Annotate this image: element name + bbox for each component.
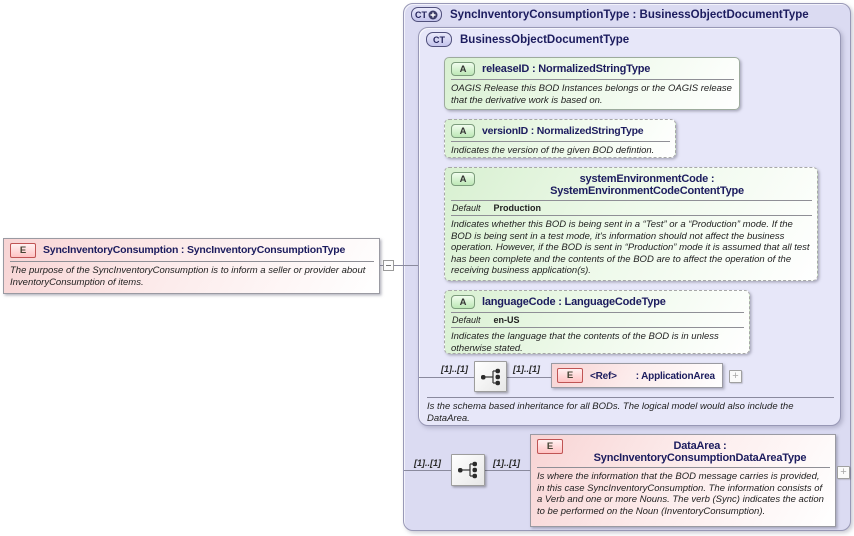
derived-plus-icon bbox=[428, 10, 438, 20]
complex-type-header[interactable] bbox=[411, 7, 809, 22]
attribute-releaseID-annotation: OAGIS Release this BOD Instances belongs or the OAGIS release that the derivative work is based on. bbox=[451, 83, 732, 106]
element-ref-type: : ApplicationArea bbox=[635, 370, 715, 382]
default-value: Production bbox=[493, 203, 542, 213]
default-label: Default bbox=[452, 203, 481, 213]
attribute-languageCode-title: languageCode : LanguageCodeType bbox=[482, 296, 666, 308]
element-annotation: The purpose of the SyncInventoryConsumption is to inform a seller or provider about InventoryConsumption of items. bbox=[10, 265, 366, 288]
attribute-releaseID[interactable] bbox=[444, 57, 740, 110]
cardinality-label: [1]..[1] bbox=[493, 458, 520, 468]
element-SyncInventoryConsumption[interactable] bbox=[3, 238, 380, 294]
expand-button-data-area[interactable]: + bbox=[837, 466, 850, 479]
cardinality-label: [1]..[1] bbox=[414, 458, 441, 468]
element-DataArea[interactable] bbox=[530, 434, 836, 527]
attribute-languageCode-annotation: Indicates the language that the contents of the BOD is in unless otherwise stated. bbox=[451, 331, 719, 354]
default-label: Default bbox=[452, 315, 481, 325]
attribute-releaseID-title: releaseID : NormalizedStringType bbox=[482, 63, 651, 75]
sequence-compositor-icon bbox=[451, 454, 485, 486]
attribute-icon: A bbox=[451, 295, 475, 309]
complex-type-title: SyncInventoryConsumptionType : BusinessObjectDocumentType bbox=[450, 8, 809, 21]
cardinality-label: [1]..[1] bbox=[441, 364, 468, 374]
attribute-icon: A bbox=[451, 62, 475, 76]
sequence-compositor-icon bbox=[474, 361, 507, 392]
base-type-header[interactable] bbox=[426, 32, 629, 47]
cardinality-label: [1]..[1] bbox=[513, 364, 540, 374]
element-icon: E bbox=[537, 439, 563, 454]
element-ApplicationArea[interactable] bbox=[551, 363, 723, 388]
attribute-versionID-title: versionID : NormalizedStringType bbox=[482, 125, 644, 137]
base-type-icon bbox=[426, 32, 452, 47]
attribute-versionID[interactable] bbox=[444, 119, 676, 158]
base-type-icon-label: CT bbox=[433, 34, 445, 45]
base-type-title: BusinessObjectDocumentType bbox=[460, 33, 630, 46]
element-DataArea-title: DataArea : SyncInventoryConsumptionDataAreaType bbox=[593, 440, 807, 464]
divider bbox=[427, 397, 834, 398]
attribute-versionID-annotation: Indicates the version of the given BOD defintion. bbox=[451, 145, 655, 156]
complex-type-icon-label: CT bbox=[415, 9, 427, 20]
default-value: en-US bbox=[493, 315, 520, 325]
element-icon: E bbox=[10, 243, 36, 258]
attribute-icon: A bbox=[451, 172, 475, 186]
attribute-languageCode[interactable] bbox=[444, 290, 750, 354]
attribute-systemEnvironmentCode[interactable] bbox=[444, 167, 818, 281]
expand-button-application-area[interactable]: + bbox=[729, 370, 742, 383]
element-icon: E bbox=[557, 368, 583, 383]
complex-type-icon bbox=[411, 7, 442, 22]
base-type-annotation: Is the schema based inheritance for all BODs. The logical model would also include the DataArea. bbox=[427, 401, 794, 424]
attribute-systemEnvironmentCode-annotation: Indicates whether this BOD is being sent in a “Test” or a “Production” mode. If the BOD is being sent in a test mode, it's information should not affect the business operation. However, if the BOD is sent in “Production” mode it is assumed that all test has been complete and the contents of the BOD are to affect the operation of the receiving business application(s). bbox=[451, 219, 810, 276]
element-title: SyncInventoryConsumption : SyncInventoryConsumptionType bbox=[43, 244, 346, 256]
attribute-systemEnvironmentCode-title: systemEnvironmentCode : SystemEnvironmentCodeContentType bbox=[550, 173, 744, 197]
attribute-icon: A bbox=[451, 124, 475, 138]
collapse-toggle[interactable] bbox=[383, 260, 394, 271]
element-ref-name: <Ref> bbox=[590, 370, 617, 382]
element-DataArea-annotation: Is where the information that the BOD message carries is provided, in this case SyncInventoryConsumption. The information consists of a Verb and one or more Nouns. The verb (Sync) indicates the action to be performed on the Noun (InventoryConsumption). bbox=[537, 471, 824, 517]
